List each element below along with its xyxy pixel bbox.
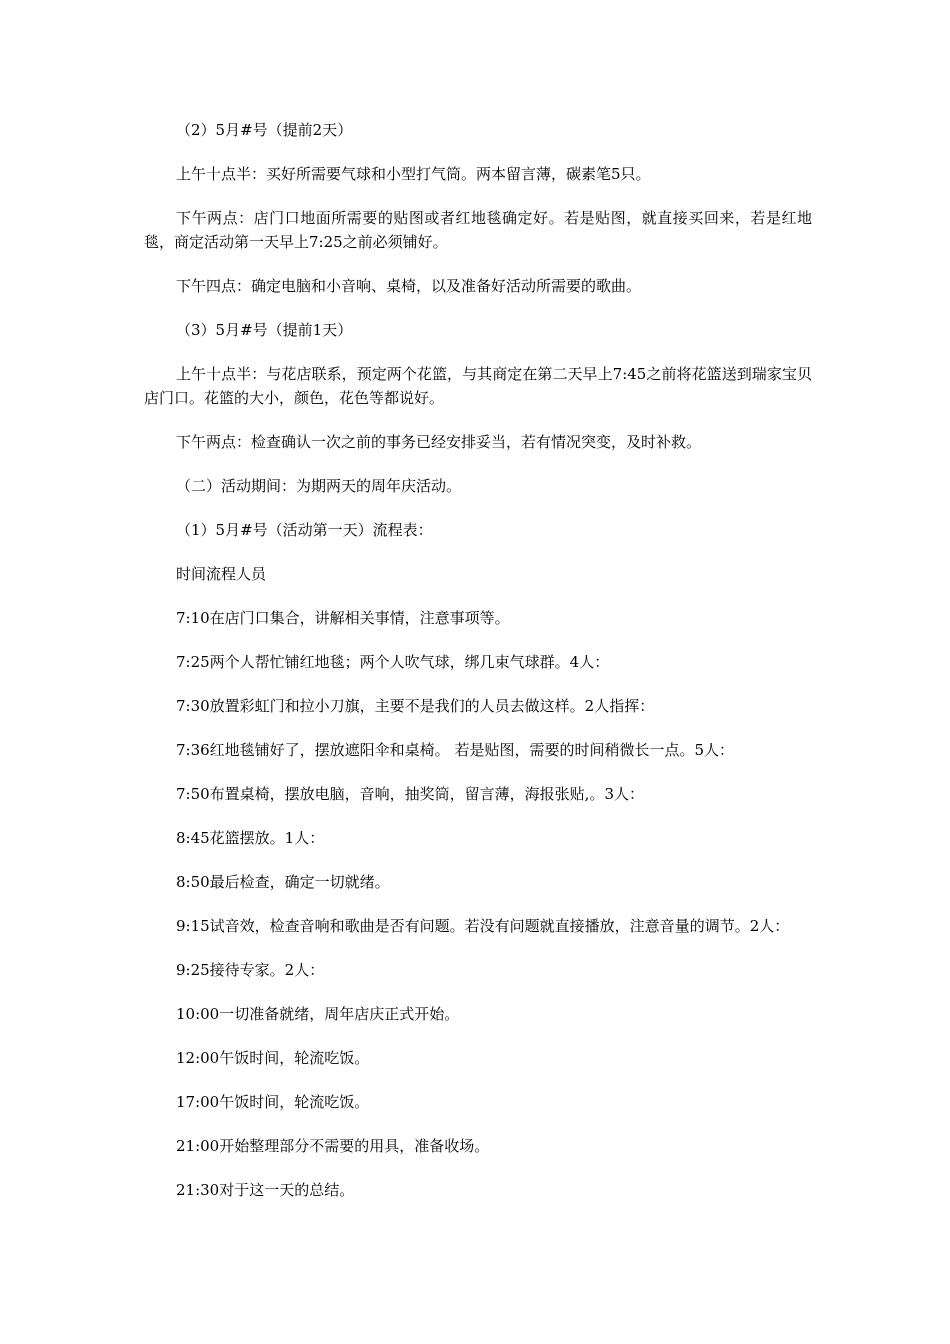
schedule-header: 时间流程人员	[176, 565, 267, 583]
schedule-item: 21:30对于这一天的总结。	[176, 1181, 355, 1199]
body-paragraph: 上午十点半：买好所需要气球和小型打气筒。两本留言薄，碳素笔5只。	[176, 165, 651, 183]
schedule-item: 9:25接待专家。2人：	[176, 961, 325, 979]
schedule-item: 7:50布置桌椅，摆放电脑，音响，抽奖筒，留言薄，海报张贴,。3人：	[176, 785, 644, 803]
schedule-item: 21:00开始整理部分不需要的用具，准备收场。	[176, 1137, 490, 1155]
section-heading: （3）5月#号（提前1天）	[176, 321, 353, 339]
body-paragraph: 下午两点：店门口地面所需要的贴图或者红地毯确定好。若是贴图，就直接买回来，若是红地毯，商定活动第一天早上7:25之前必须铺好。	[144, 209, 812, 251]
schedule-item: 7:36红地毯铺好了，摆放遮阳伞和桌椅。 若是贴图，需要的时间稍微长一点。5人：	[176, 741, 734, 759]
schedule-item: 9:15试音效，检查音响和歌曲是否有问题。若没有问题就直接播放，注意音量的调节。2人：	[176, 917, 790, 935]
section-heading: （1）5月#号（活动第一天）流程表：	[176, 521, 433, 539]
section-heading: （2）5月#号（提前2天）	[176, 121, 353, 139]
body-paragraph: 下午两点：检查确认一次之前的事务已经安排妥当，若有情况突变，及时补救。	[176, 433, 702, 451]
body-paragraph: 下午四点：确定电脑和小音响、桌椅，以及准备好活动所需要的歌曲。	[176, 277, 642, 295]
body-paragraph: 上午十点半：与花店联系，预定两个花篮，与其商定在第二天早上7:45之前将花篮送到瑞家宝贝店门口。花篮的大小，颜色，花色等都说好。	[144, 365, 812, 407]
schedule-item: 7:30放置彩虹门和拉小刀旗，主要不是我们的人员去做这样。2人指挥：	[176, 697, 655, 715]
schedule-item: 17:00午饭时间，轮流吃饭。	[176, 1093, 370, 1111]
document-page	[144, 118, 812, 1222]
schedule-item: 8:50最后检查，确定一切就绪。	[176, 873, 390, 891]
schedule-item: 7:10在店门口集合，讲解相关事情，注意事项等。	[176, 609, 510, 627]
schedule-item: 12:00午饭时间，轮流吃饭。	[176, 1049, 370, 1067]
section-heading: （二）活动期间：为期两天的周年庆活动。	[176, 477, 462, 495]
schedule-item: 7:25两个人帮忙铺红地毯；两个人吹气球，绑几束气球群。4人：	[176, 653, 610, 671]
schedule-item: 8:45花篮摆放。1人：	[176, 829, 325, 847]
schedule-item: 10:00一切准备就绪，周年店庆正式开始。	[176, 1005, 460, 1023]
